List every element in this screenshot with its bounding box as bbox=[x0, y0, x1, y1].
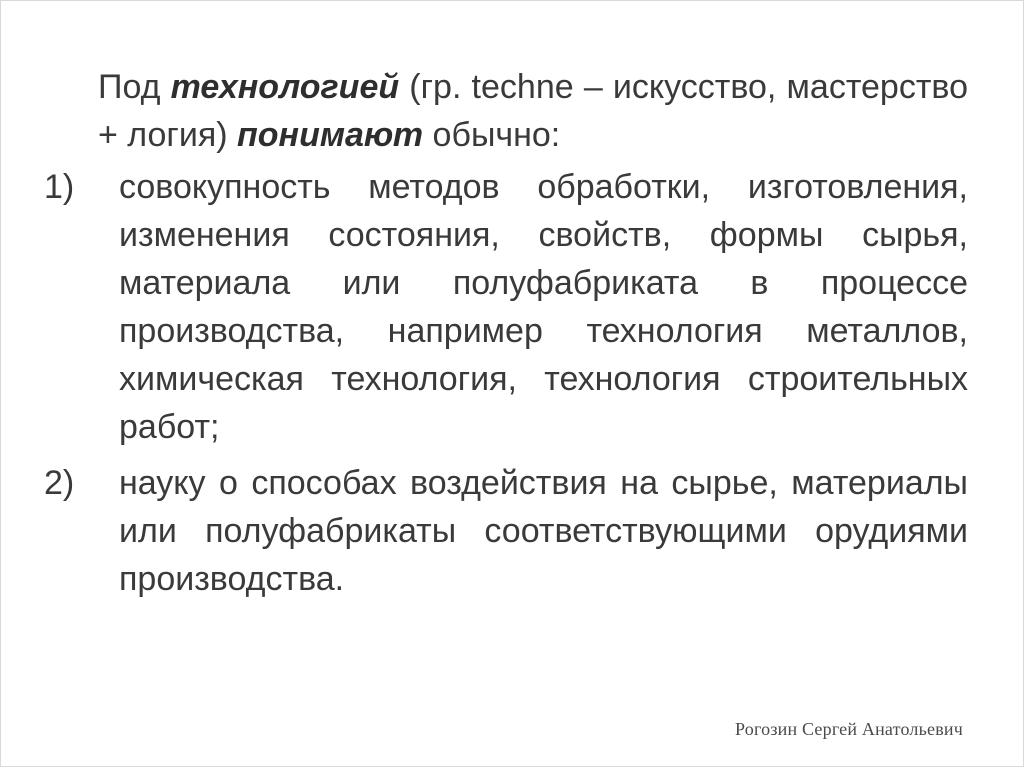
list-item-text: науку о способах воздействия на сырье, материалы или полуфабрикаты соответствующими орудиями производства. bbox=[119, 464, 968, 598]
list-item bbox=[41, 163, 968, 451]
intro-text-end: обычно: bbox=[423, 116, 561, 154]
slide-content bbox=[41, 63, 968, 611]
term-technology: технологией bbox=[170, 68, 400, 106]
list-item-number: 1) bbox=[44, 168, 75, 206]
definition-intro bbox=[41, 63, 968, 159]
author-footer: Рогозин Сергей Анатольевич bbox=[735, 719, 963, 739]
list-item-number: 2) bbox=[44, 464, 75, 502]
list-item-text: совокупность методов обработки, изготовления, изменения состояния, свойств, формы сырья, материала или полуфабриката в процессе производства, например технология металлов, химическая технология, технология строительных работ; bbox=[119, 168, 968, 446]
term-understand: понимают bbox=[237, 116, 424, 154]
list-item bbox=[41, 459, 968, 603]
intro-text-etymology: (гр. techne – искусство, мастерство + логия) bbox=[98, 68, 968, 154]
intro-text-start: Под bbox=[98, 68, 171, 106]
